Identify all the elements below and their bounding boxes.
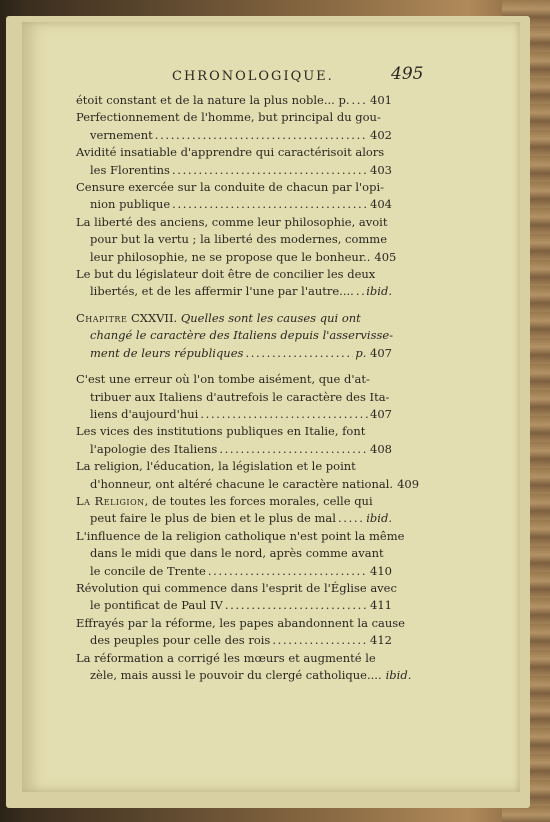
entry-page: 411 xyxy=(370,598,392,613)
toc-entry xyxy=(76,371,392,423)
chapter-number: CXXVII. xyxy=(130,310,178,325)
toc-entry xyxy=(76,92,392,109)
entry-page: 401 xyxy=(370,93,392,107)
entry-text: L'influence de la religion catholique n'est point la même xyxy=(76,528,405,543)
toc-entry xyxy=(76,580,397,615)
entry-page: 407 xyxy=(370,406,392,421)
running-head: CHRONOLOGIQUE. xyxy=(172,69,334,84)
entry-page: ibid. xyxy=(366,284,392,299)
toc-entry xyxy=(76,528,405,580)
entry-text: La réformation a corrigé les mœurs et augmenté le xyxy=(76,650,376,665)
entry-page: 402 xyxy=(370,127,392,142)
entry-text: pour but la vertu ; la liberté des modernes, comme xyxy=(90,232,388,247)
entry-text: étoit constant et de la nature la plus noble... p. xyxy=(76,93,350,107)
entry-text: des peuples pour celle des rois xyxy=(90,633,271,648)
entry-text: C'est une erreur où l'on tombe aisément, que d'at- xyxy=(76,372,370,387)
entry-text: liens d'aujourd'hui xyxy=(90,406,199,421)
entry-page: 404 xyxy=(370,197,392,212)
toc-entry xyxy=(76,266,392,301)
entry-page: 405 xyxy=(374,249,397,264)
chapter-title: changé le caractère des Italiens depuis l'asservisse- xyxy=(90,328,394,343)
entry-page: 408 xyxy=(370,441,392,456)
entry-text: Avidité insatiable d'apprendre qui caractérisoit alors xyxy=(76,145,385,160)
toc-entry xyxy=(76,144,392,179)
entry-text: l'apologie des Italiens xyxy=(90,441,218,456)
entry-text: La liberté des anciens, comme leur philosophie, avoit xyxy=(76,214,388,229)
toc-entry xyxy=(76,179,392,214)
entry-lead: La Religion xyxy=(76,493,145,508)
page-number: 495 xyxy=(391,64,424,84)
chapter-label: Chapitre xyxy=(76,310,128,325)
toc-entry xyxy=(76,650,412,685)
entry-text: les Florentins xyxy=(90,162,170,177)
entry-text: La religion, l'éducation, la législation et le point xyxy=(76,459,356,474)
chapter-heading xyxy=(76,310,392,362)
entry-text: tribuer aux Italiens d'autrefois le caractère des Ita- xyxy=(90,389,390,404)
toc-entry xyxy=(76,109,392,144)
entry-text: le concile de Trente xyxy=(90,563,206,578)
entry-page: ibid. xyxy=(385,668,412,682)
entry-text: le pontificat de Paul IV xyxy=(90,598,223,613)
toc-entry xyxy=(76,423,392,458)
entry-text: leur philosophie, ne se propose que le bonheur.. xyxy=(90,249,371,264)
entry-text: Perfectionnement de l'homme, but principal du gou- xyxy=(76,110,381,125)
entry-text: d'honneur, ont altéré chacune le caractère national. xyxy=(90,476,394,491)
entry-text: peut faire le plus de bien et le plus de mal xyxy=(90,511,336,526)
entry-text: Révolution qui commence dans l'esprit de l'Église avec xyxy=(76,580,397,595)
table-of-contents xyxy=(76,92,420,684)
chapter-title: ment de leurs républiques xyxy=(90,345,244,360)
entry-text: Effrayés par la réforme, les papes abandonnent la cause xyxy=(76,615,405,630)
entry-text: nion publique xyxy=(90,197,171,212)
chapter-title: Quelles sont les causes qui ont xyxy=(180,310,361,325)
toc-entry xyxy=(76,214,397,266)
entry-text: zèle, mais aussi le pouvoir du clergé catholique.... xyxy=(90,668,382,682)
entry-page: 410 xyxy=(370,563,392,578)
entry-text: vernement xyxy=(90,127,153,142)
entry-text: , de toutes les forces morales, celle qui xyxy=(144,493,373,508)
entry-page: 403 xyxy=(370,162,392,177)
entry-text: Censure exercée sur la conduite de chacun par l'opi- xyxy=(76,180,385,195)
entry-text: dans le midi que dans le nord, après comme avant xyxy=(90,546,384,561)
entry-text: Le but du législateur doit être de concilier les deux xyxy=(76,267,376,282)
entry-page: 412 xyxy=(370,633,392,648)
entry-text: libertés, et de les affermir l'une par l'autre.... xyxy=(90,284,354,299)
entry-page: 409 xyxy=(397,476,420,491)
toc-entry xyxy=(76,615,405,650)
toc-entry xyxy=(76,493,392,528)
entry-page: 407 xyxy=(370,345,392,360)
book-page xyxy=(22,22,520,792)
page-prefix: p. xyxy=(355,345,367,360)
entry-page: ibid. xyxy=(366,511,392,526)
entry-text: Les vices des institutions publiques en Italie, font xyxy=(76,424,366,439)
toc-entry xyxy=(76,458,420,493)
